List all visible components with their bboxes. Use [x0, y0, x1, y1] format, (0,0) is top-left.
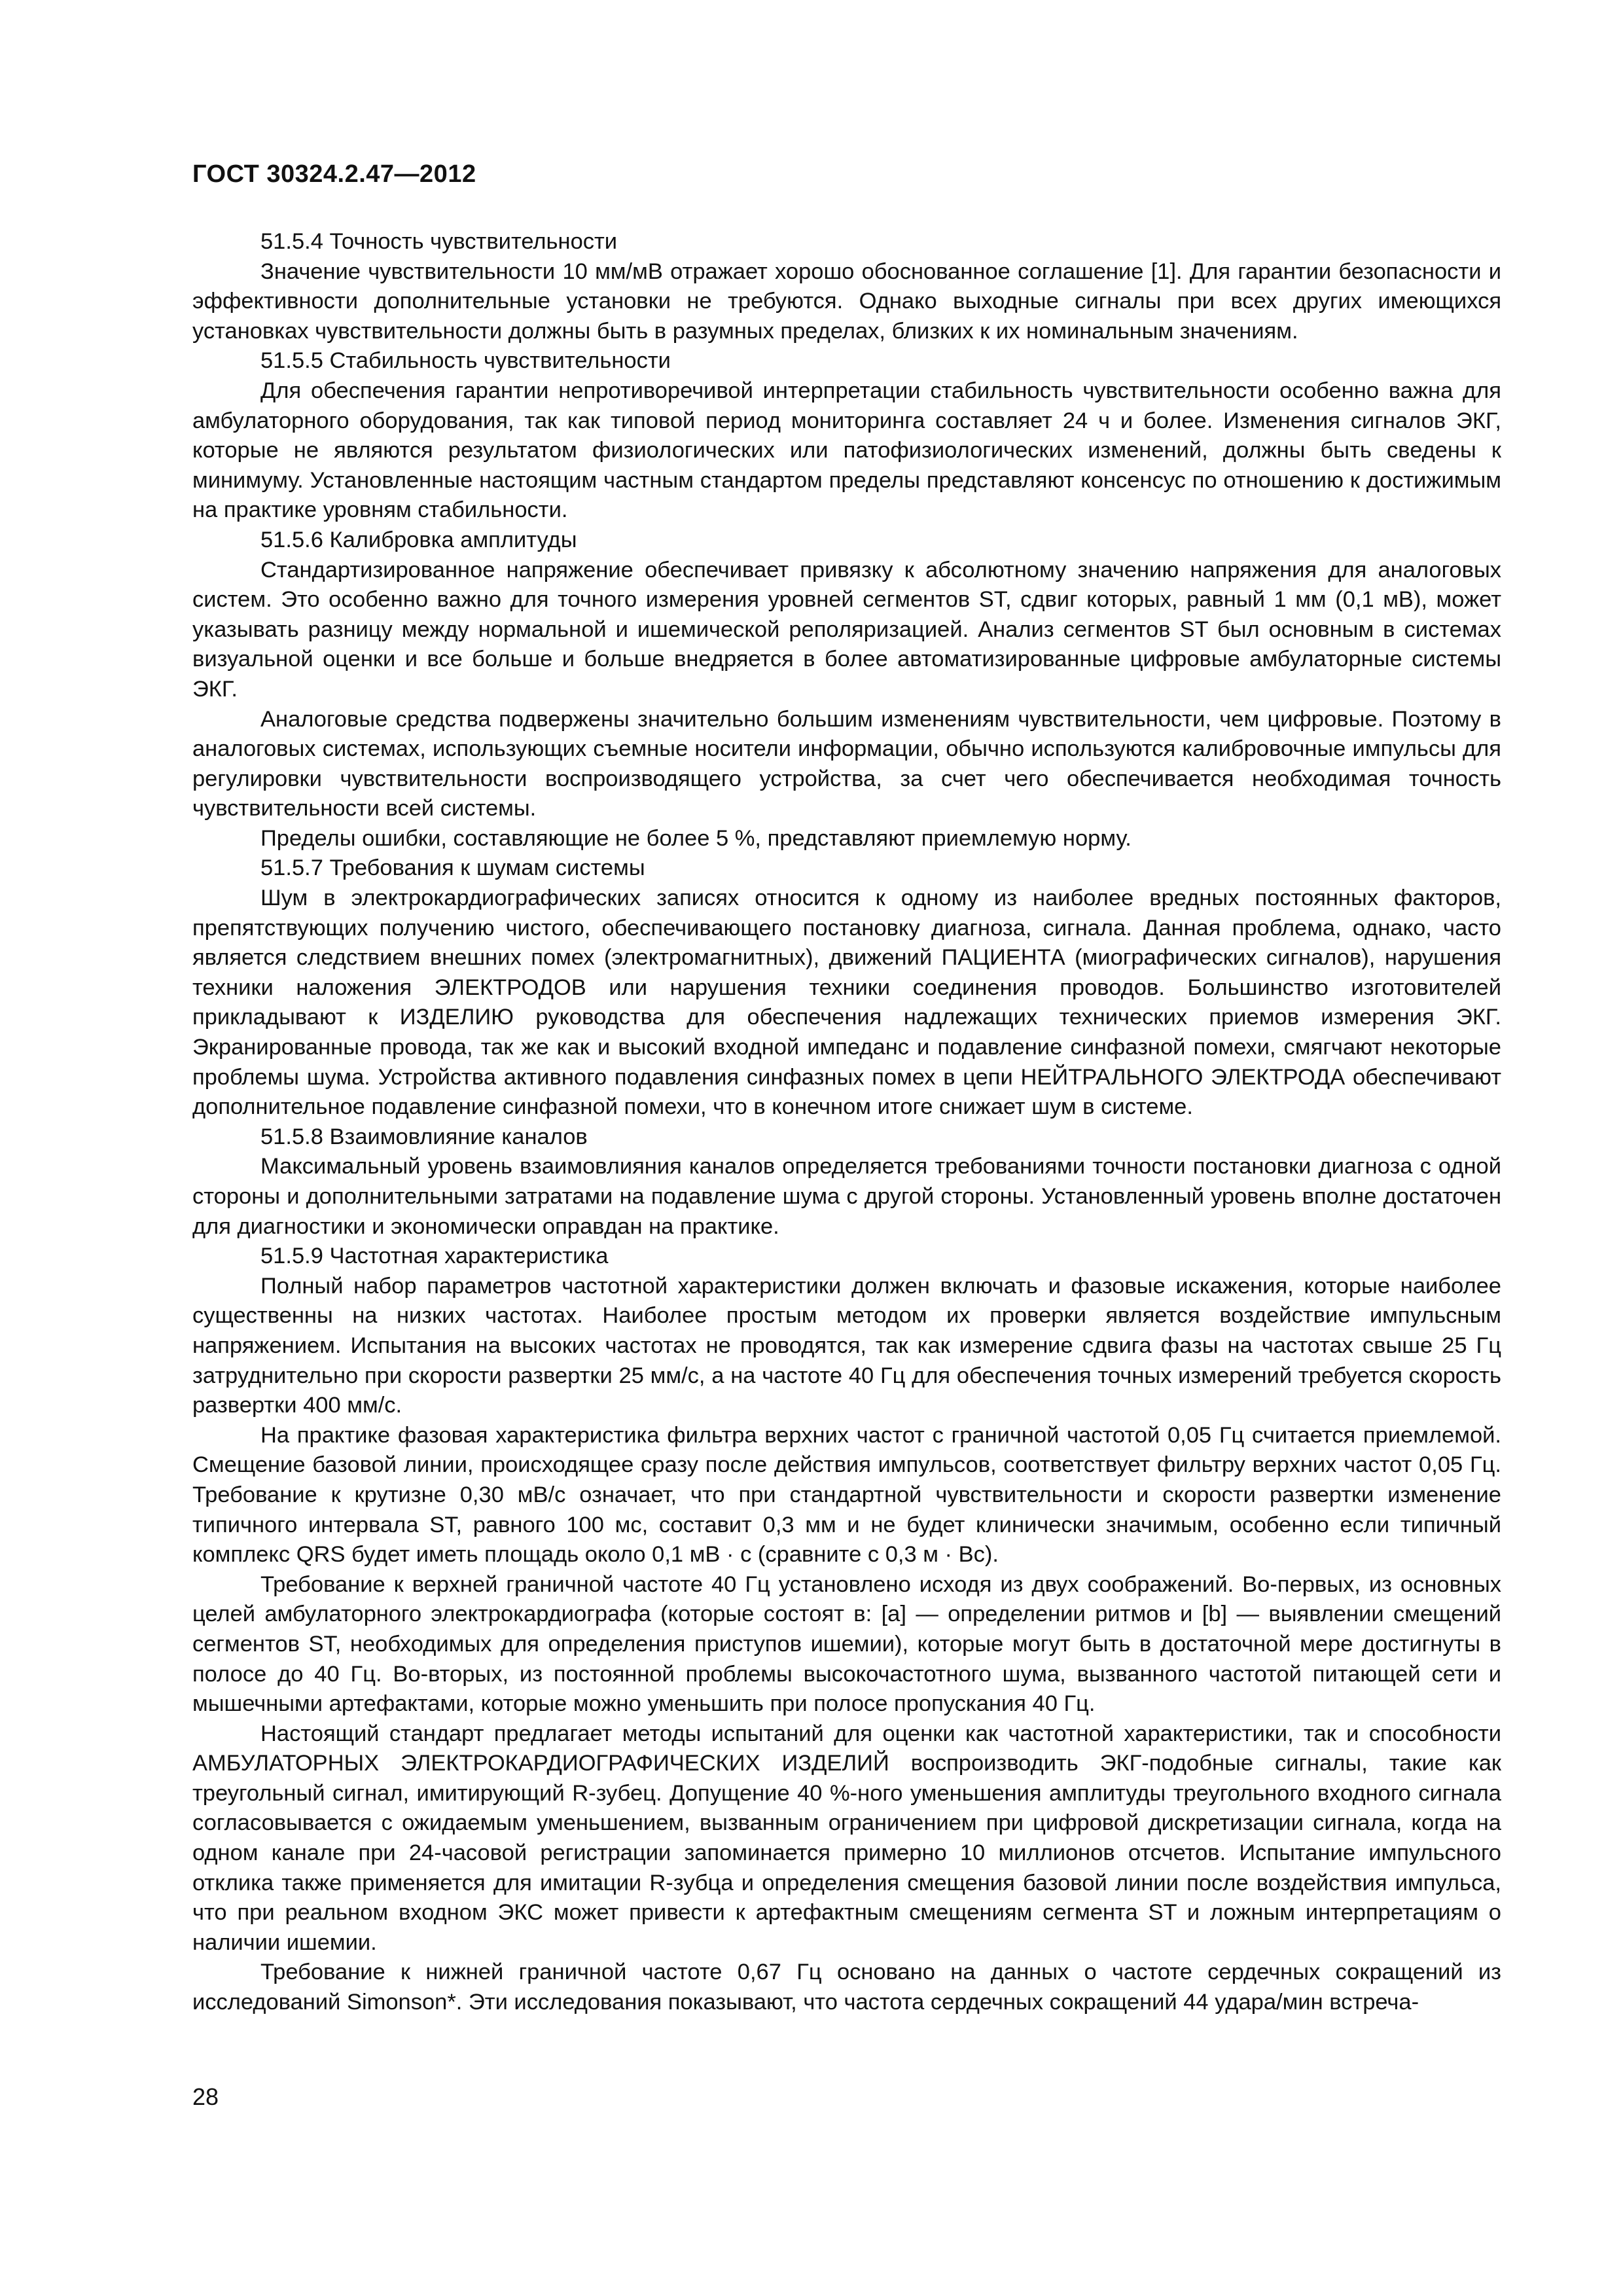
paragraph: Для обеспечения гарантии непротиворечивой интерпретации стабильность чувствительности особенно важна для амбулаторного оборудования, так как типовой период мониторинга составляет 24 ч и более. Изменения сигналов ЭКГ, которые не являются результатом физиологических или патофизиологических изменений, должны быть сведены к минимуму. Установленные настоящим частным стандартом пределы представляют консенсус по отношению к достижимым на практике уровням стабильности.	[192, 378, 1501, 523]
section-heading-51-5-5: 51.5.5 Стабильность чувствительности	[260, 348, 671, 374]
document-body	[192, 227, 1501, 2018]
section-heading-51-5-8: 51.5.8 Взаимовлияние каналов	[260, 1124, 588, 1149]
paragraph: Аналоговые средства подвержены значительно большим изменениям чувствительности, чем цифровые. Поэтому в аналоговых системах, использующих съемные носители информации, обычно используются калибровочные импульсы для регулировки чувствительности воспроизводящего устройства, за счет чего обеспечивается необходимая точность чувствительности всей системы.	[192, 706, 1501, 821]
paragraph: Значение чувствительности 10 мм/мВ отражает хорошо обоснованное соглашение [1]. Для гарантии безопасности и эффективности дополнительные установки не требуются. Однако выходные сигналы при всех других имеющихся установках чувствительности должны быть в разумных пределах, близких к их номинальным значениям.	[192, 259, 1501, 344]
paragraph: Требование к верхней граничной частоте 40 Гц установлено исходя из двух соображений. Во-первых, из основных целей амбулаторного электрокардиографа (которые состоят в: [a] — определении ритмов и [b] — выявлении смещений сегментов ST, необходимых для определения приступов ишемии), которые могут быть в достаточной мере достигнуты в полосе до 40 Гц. Во-вторых, из постоянной проблемы высокочастотного шума, вызванного частотой питающей сети и мышечными артефактами, которые можно уменьшить при полосе пропускания 40 Гц.	[192, 1571, 1501, 1717]
paragraph: На практике фазовая характеристика фильтра верхних частот с граничной частотой 0,05 Гц считается приемлемой. Смещение базовой линии, происходящее сразу после действия импульсов, соответствует фильтру верхних частот 0,05 Гц. Требование к крутизне 0,30 мВ/с означает, что при стандартной чувствительности и скорости развертки изменение типичного интервала ST, равного 100 мс, составит 0,3 мм и не будет клинически значимым, особенно если типичный комплекс QRS будет иметь площадь около 0,1 мВ · с (сравните с 0,3 м · Вс).	[192, 1422, 1501, 1568]
section-heading-51-5-4: 51.5.4 Точность чувствительности	[260, 229, 618, 254]
paragraph: Максимальный уровень взаимовлияния каналов определяется требованиями точности постановки диагноза с одной стороны и дополнительными затратами на подавление шума с другой стороны. Установленный уровень вполне достаточен для диагностики и экономически оправдан на практике.	[192, 1154, 1501, 1239]
paragraph: Шум в электрокардиографических записях относится к одному из наиболее вредных постоянных факторов, препятствующих получению чистого, обеспечивающего постановку диагноза, сигнала. Данная проблема, однако, часто является следствием внешних помех (электромагнитных), движений ПАЦИЕНТА (миографических сигналов), нарушения техники наложения ЭЛЕКТРОДОВ или нарушения техники соединения проводов. Большинство изготовителей прикладывают к ИЗДЕЛИЮ руководства для обеспечения надлежащих технических приемов измерения ЭКГ. Экранированные провода, так же как и высокий входной импеданс и подавление синфазной помехи, смягчают некоторые проблемы шума. Устройства активного подавления синфазных помех в цепи НЕЙТРАЛЬНОГО ЭЛЕКТРОДА обеспечивают дополнительное подавление синфазной помехи, что в конечном итоге снижает шум в системе.	[192, 886, 1501, 1120]
paragraph: Пределы ошибки, составляющие не более 5 %, представляют приемлемую норму.	[260, 825, 1132, 851]
paragraph: Стандартизированное напряжение обеспечивает привязку к абсолютному значению напряжения для аналоговых систем. Это особенно важно для точного измерения уровней сегментов ST, сдвиг которых, равный 1 мм (0,1 мВ), может указывать разницу между нормальной и ишемической реполяризацией. Анализ сегментов ST был основным в системах визуальной оценки и все больше и больше внедряется в более автоматизированные цифровые амбулаторные системы ЭКГ.	[192, 557, 1501, 702]
paragraph: Настоящий стандарт предлагает методы испытаний для оценки как частотной характеристики, так и способности АМБУЛАТОРНЫХ ЭЛЕКТРОКАРДИОГРАФИЧЕСКИХ ИЗДЕЛИЙ воспроизводить ЭКГ-подобные сигналы, такие как треугольный сигнал, имитирующий R-зубец. Допущение 40 %-ного уменьшения амплитуды треугольного входного сигнала согласовывается с ожидаемым уменьшением, вызванным ограничением при цифровой дискретизации сигнала, когда на одном канале при 24-часовой регистрации запоминается примерно 10 миллионов отсчетов. Испытание импульсного отклика также применяется для имитации R-зубца и определения смещения базовой линии после воздействия импульса, что при реальном входном ЭКС может привести к артефактным смещениям сегмента ST и ложным интерпретациям о наличии ишемии.	[192, 1721, 1501, 1955]
section-heading-51-5-6: 51.5.6 Калибровка амплитуды	[260, 527, 577, 552]
document-header	[192, 160, 476, 188]
paragraph: Требование к нижней граничной частоте 0,67 Гц основано на данных о частоте сердечных сокращений из исследований Simonson*. Эти исследования показывают, что частота сердечных сокращений 44 удара/мин встреча-	[192, 1960, 1501, 2015]
section-heading-51-5-9: 51.5.9 Частотная характеристика	[260, 1244, 609, 1269]
paragraph: Полный набор параметров частотной характеристики должен включать и фазовые искажения, которые наиболее существенны на низких частотах. Наиболее простым методом их проверки является воздействие импульсным напряжением. Испытания на высоких частотах не проводятся, так как измерение сдвига фазы на частотах свыше 25 Гц затруднительно при скорости развертки 25 мм/с, а на частоте 40 Гц для обеспечения точных измерений требуется скорость развертки 400 мм/с.	[192, 1273, 1501, 1418]
page-number: 28	[192, 2083, 219, 2110]
section-heading-51-5-7: 51.5.7 Требования к шумам системы	[260, 855, 645, 881]
document-id: ГОСТ 30324.2.47—2012	[192, 160, 476, 188]
